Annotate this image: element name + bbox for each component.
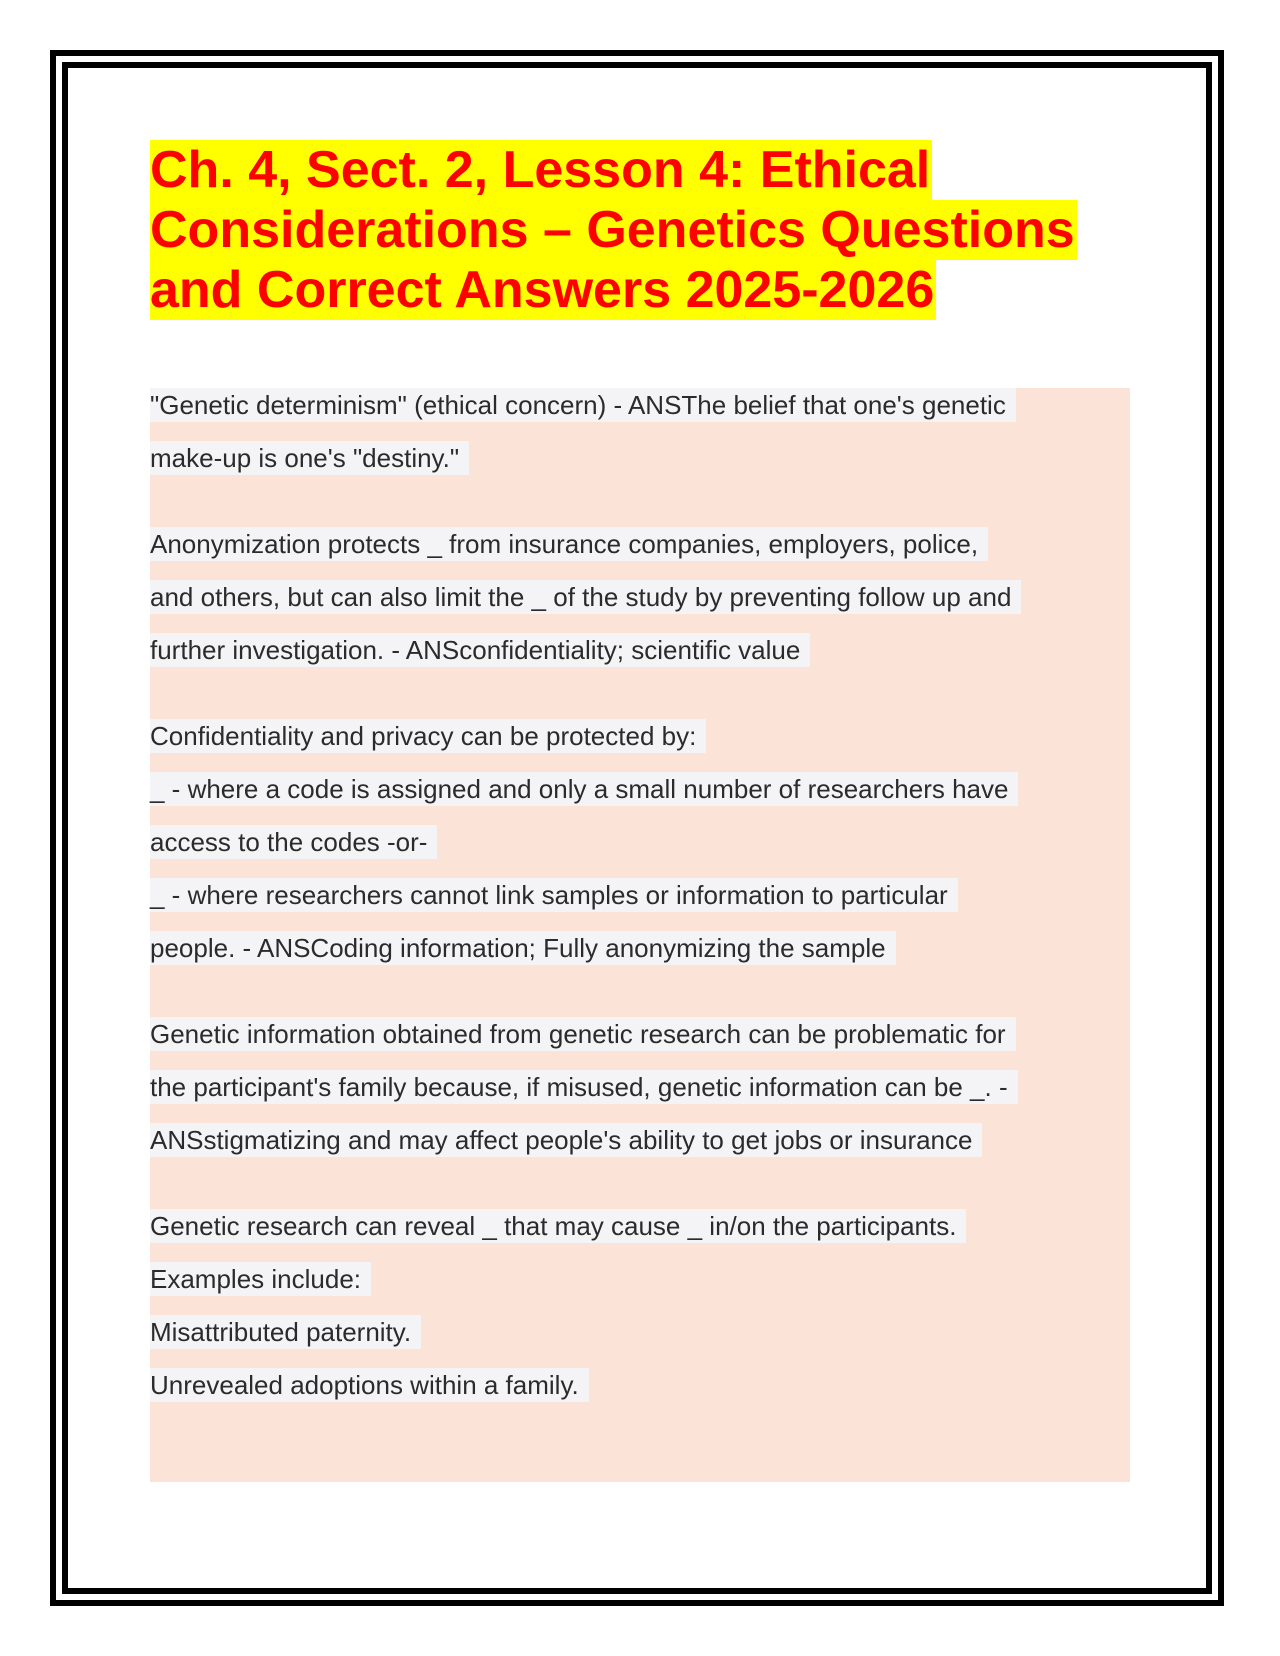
qa-line: access to the codes -or- (150, 825, 437, 859)
qa-line: Examples include: (150, 1262, 371, 1296)
qa-line: _ - where a code is assigned and only a small number of researchers have (150, 772, 1018, 806)
qa-entry-genetic-research-reveal (150, 1209, 1130, 1402)
title-line: Considerations – Genetics Questions (150, 201, 1075, 259)
document-title (150, 140, 1130, 320)
title-line: and Correct Answers 2025-2026 (150, 261, 935, 319)
qa-list (150, 388, 1130, 1454)
qa-line: make-up is one's "destiny." (150, 441, 469, 475)
qa-line: people. - ANSCoding information; Fully anonymizing the sample (150, 931, 896, 965)
qa-entry-family-information (150, 1017, 1130, 1157)
qa-entry-genetic-determinism (150, 388, 1130, 475)
title-line: Ch. 4, Sect. 2, Lesson 4: Ethical (150, 141, 931, 199)
qa-entry-anonymization (150, 527, 1130, 667)
qa-line: further investigation. - ANSconfidentiality; scientific value (150, 633, 810, 667)
qa-line: ANSstigmatizing and may affect people's ability to get jobs or insurance (150, 1123, 982, 1157)
qa-line: Genetic research can reveal _ that may cause _ in/on the participants. (150, 1209, 966, 1243)
document-content (150, 140, 1130, 1400)
qa-line: Unrevealed adoptions within a family. (150, 1368, 589, 1402)
qa-entry-confidentiality-privacy (150, 719, 1130, 965)
qa-line: Genetic information obtained from genetic research can be problematic for (150, 1017, 1016, 1051)
qa-line: the participant's family because, if misused, genetic information can be _. - (150, 1070, 1018, 1104)
qa-line: "Genetic determinism" (ethical concern) - ANSThe belief that one's genetic (150, 388, 1016, 422)
qa-line: Anonymization protects _ from insurance companies, employers, police, (150, 527, 988, 561)
qa-line: _ - where researchers cannot link samples or information to particular (150, 878, 958, 912)
qa-line: and others, but can also limit the _ of the study by preventing follow up and (150, 580, 1021, 614)
qa-line: Confidentiality and privacy can be protected by: (150, 719, 706, 753)
qa-line: Misattributed paternity. (150, 1315, 421, 1349)
